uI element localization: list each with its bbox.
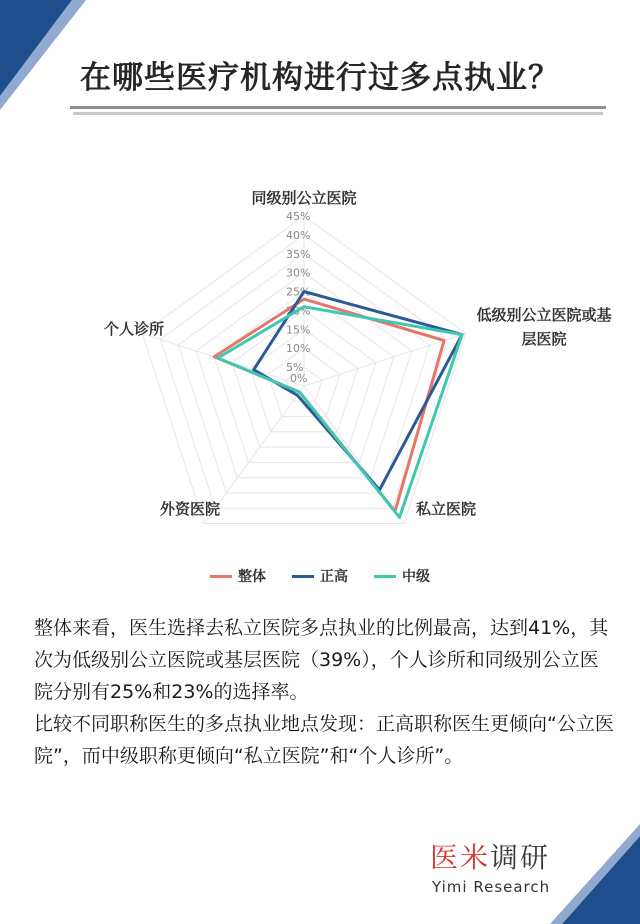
tick-label: 0% bbox=[290, 372, 308, 385]
header-banner bbox=[70, 44, 606, 109]
tick-label: 10% bbox=[286, 342, 311, 356]
axis-label: 外资医院 bbox=[159, 500, 221, 518]
tick-label: 45% bbox=[286, 210, 311, 223]
brand-cn-dark: 调研 bbox=[490, 841, 551, 874]
brand-cn-red: 医米 bbox=[430, 841, 491, 874]
series-line bbox=[218, 307, 462, 518]
legend-item bbox=[374, 566, 430, 586]
chart-legend bbox=[0, 564, 640, 588]
legend-swatch bbox=[210, 575, 232, 578]
tick-label: 15% bbox=[286, 323, 311, 337]
brand-logo-cn bbox=[430, 836, 550, 876]
axis-label: 低级别公立医院或基 bbox=[476, 306, 612, 324]
legend-swatch bbox=[292, 575, 314, 578]
corner-decoration-bottom-right bbox=[540, 824, 640, 924]
tick-label: 25% bbox=[286, 285, 311, 299]
tick-label: 35% bbox=[286, 247, 311, 261]
series-line bbox=[214, 299, 444, 511]
brand-logo-en: Yimi Research bbox=[432, 878, 551, 896]
legend-item bbox=[210, 566, 266, 586]
axis-label: 私立医院 bbox=[415, 500, 477, 518]
axis-label: 个人诊所 bbox=[103, 320, 165, 338]
legend-label: 中级 bbox=[402, 569, 430, 585]
tick-label: 40% bbox=[286, 228, 311, 242]
legend-swatch bbox=[374, 575, 396, 578]
axis-label: 同级别公立医院 bbox=[251, 189, 357, 207]
summary-paragraph-2: 比较不同职称医生的多点执业地点发现：正高职称医生更倾向“公立医院”，而中级职称更倾向“私立医院”和“个人诊所”。 bbox=[34, 713, 614, 767]
axis-label: 层医院 bbox=[521, 330, 567, 348]
legend-label: 整体 bbox=[238, 569, 266, 585]
page-title: 在哪些医疗机构进行过多点执业？ bbox=[80, 60, 560, 96]
tick-label: 30% bbox=[286, 266, 311, 280]
legend-label: 正高 bbox=[320, 569, 348, 585]
summary-paragraph-1: 整体来看，医生选择去私立医院多点执业的比例最高，达到41%，其次为低级别公立医院或基层医院（39%），个人诊所和同级别公立医院分别有25%和23%的选择率。 bbox=[34, 617, 609, 703]
tick-label: 5% bbox=[286, 361, 304, 375]
tick-label: 20% bbox=[286, 304, 311, 318]
radar-chart bbox=[0, 180, 640, 560]
legend-item bbox=[292, 566, 348, 586]
summary-text bbox=[34, 612, 614, 772]
